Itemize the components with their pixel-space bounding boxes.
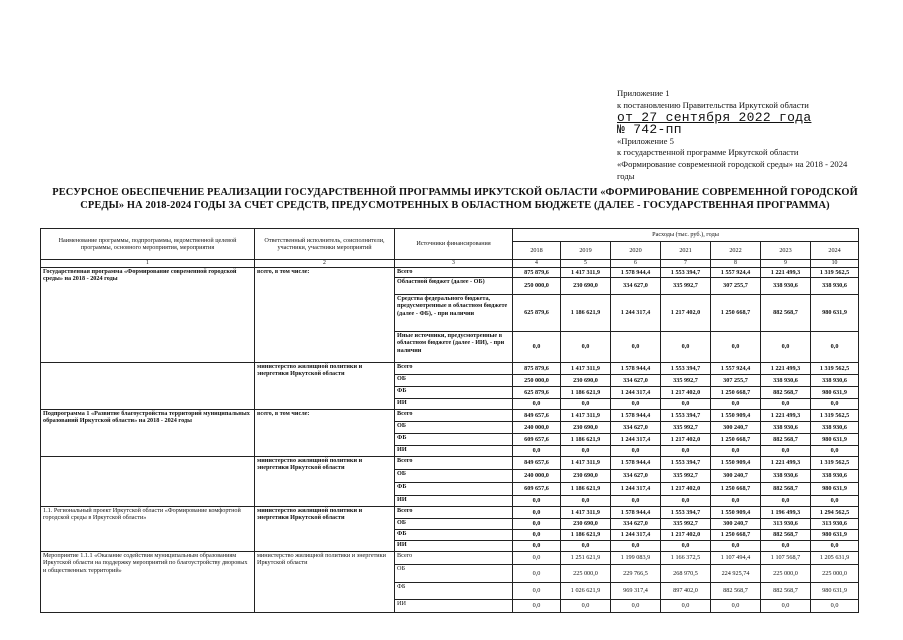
- value-cell: 980 631,9: [811, 434, 859, 446]
- value-cell: 1 251 621,9: [561, 552, 611, 565]
- value-cell: 1 186 621,9: [561, 530, 611, 541]
- value-cell: 1 244 317,4: [611, 483, 661, 496]
- value-cell: 0,0: [811, 541, 859, 552]
- row-source: Областной бюджет (далее - ОБ): [395, 278, 513, 295]
- value-cell: 0,0: [761, 446, 811, 457]
- appendix-line: Приложение 1: [617, 88, 670, 98]
- value-cell: 1 319 562,5: [811, 457, 859, 470]
- table-row: [41, 457, 859, 470]
- value-cell: 0,0: [561, 496, 611, 507]
- value-cell: 0,0: [513, 530, 561, 541]
- value-cell: 334 627,0: [611, 519, 661, 530]
- value-cell: 849 657,6: [513, 410, 561, 422]
- value-cell: 1 244 317,4: [611, 530, 661, 541]
- value-cell: 225 000,0: [761, 565, 811, 583]
- value-cell: 1 553 394,7: [661, 410, 711, 422]
- value-cell: 0,0: [561, 399, 611, 410]
- value-cell: 1 319 562,5: [811, 363, 859, 375]
- value-cell: 1 199 083,9: [611, 552, 661, 565]
- value-cell: 897 402,0: [661, 583, 711, 600]
- row-source: ФБ: [395, 387, 513, 399]
- row-source: ОБ: [395, 519, 513, 530]
- value-cell: 882 568,7: [761, 583, 811, 600]
- row-source: Всего: [395, 268, 513, 278]
- value-cell: 250 000,0: [513, 375, 561, 387]
- value-cell: 1 221 499,3: [761, 457, 811, 470]
- value-cell: 225 000,0: [561, 565, 611, 583]
- row-source: ОБ: [395, 375, 513, 387]
- value-cell: 0,0: [661, 496, 711, 507]
- row-source: ИИ: [395, 446, 513, 457]
- value-cell: 300 240,7: [711, 422, 761, 434]
- column-number: 6: [611, 260, 661, 268]
- table-row: [41, 410, 859, 422]
- value-cell: 1 250 668,7: [711, 295, 761, 332]
- row-executor: министерство жилищной политики и энергетики Иркутской области: [255, 457, 395, 507]
- value-cell: 0,0: [513, 496, 561, 507]
- header-year: 2024: [811, 242, 859, 260]
- value-cell: 0,0: [761, 600, 811, 613]
- value-cell: 0,0: [711, 399, 761, 410]
- value-cell: 849 657,6: [513, 457, 561, 470]
- value-cell: 338 930,6: [761, 470, 811, 483]
- value-cell: 338 930,6: [811, 422, 859, 434]
- row-source: ОБ: [395, 422, 513, 434]
- value-cell: 1 244 317,4: [611, 434, 661, 446]
- value-cell: 335 992,7: [661, 470, 711, 483]
- row-source: ИИ: [395, 541, 513, 552]
- value-cell: 1 557 924,4: [711, 363, 761, 375]
- row-source: Средства федерального бюджета, предусмотренные в областном бюджете (далее - ФБ), - при наличии: [395, 295, 513, 332]
- value-cell: 230 690,0: [561, 375, 611, 387]
- value-cell: 1 186 621,9: [561, 483, 611, 496]
- row-source: Всего: [395, 363, 513, 375]
- value-cell: 1 417 311,9: [561, 410, 611, 422]
- column-number: 10: [811, 260, 859, 268]
- value-cell: 625 879,6: [513, 387, 561, 399]
- appendix-line: к государственной программе Иркутской области: [617, 147, 799, 158]
- value-cell: 1 557 924,4: [711, 268, 761, 278]
- row-source: Иные источники, предусмотренные в областном бюджете (далее - ИИ), - при наличии: [395, 332, 513, 363]
- value-cell: 0,0: [561, 446, 611, 457]
- header-year: 2023: [761, 242, 811, 260]
- value-cell: 0,0: [611, 446, 661, 457]
- appendix-line: к постановлению Правительства Иркутской области: [617, 99, 809, 110]
- value-cell: 307 255,7: [711, 375, 761, 387]
- appendix-line: «Формирование современной городской среды» на 2018 - 2024: [617, 159, 848, 170]
- header-year: 2020: [611, 242, 661, 260]
- value-cell: 0,0: [561, 541, 611, 552]
- value-cell: 335 992,7: [661, 422, 711, 434]
- value-cell: 1 217 402,0: [661, 530, 711, 541]
- value-cell: 1 578 944,4: [611, 410, 661, 422]
- value-cell: 1 417 311,9: [561, 507, 611, 519]
- column-number: 2: [255, 260, 395, 268]
- value-cell: 0,0: [811, 332, 859, 363]
- value-cell: 0,0: [513, 600, 561, 613]
- header-year: 2021: [661, 242, 711, 260]
- value-cell: 1 553 394,7: [661, 457, 711, 470]
- row-source: ОБ: [395, 565, 513, 583]
- header-executor: Ответственный исполнитель, соисполнители, участники, участники мероприятий: [255, 229, 395, 260]
- value-cell: 0,0: [811, 399, 859, 410]
- value-cell: 250 000,0: [513, 278, 561, 295]
- value-cell: 0,0: [711, 496, 761, 507]
- resolution-date: от 27 сентября 2022 года: [617, 109, 812, 125]
- value-cell: 1 250 668,7: [711, 434, 761, 446]
- row-executor: всего, в том числе:: [255, 268, 395, 363]
- value-cell: 0,0: [661, 332, 711, 363]
- value-cell: 0,0: [761, 541, 811, 552]
- value-cell: 980 631,9: [811, 387, 859, 399]
- value-cell: 980 631,9: [811, 483, 859, 496]
- value-cell: 882 568,7: [761, 295, 811, 332]
- value-cell: 1 107 568,7: [761, 552, 811, 565]
- value-cell: 0,0: [661, 541, 711, 552]
- value-cell: 1 250 668,7: [711, 387, 761, 399]
- value-cell: 1 186 621,9: [561, 295, 611, 332]
- value-cell: 0,0: [611, 496, 661, 507]
- value-cell: 334 627,0: [611, 470, 661, 483]
- value-cell: 882 568,7: [761, 387, 811, 399]
- table-row: [41, 268, 859, 278]
- value-cell: 1 553 394,7: [661, 363, 711, 375]
- row-executor: министерство жилищной политики и энергетики Иркутской области: [255, 507, 395, 552]
- row-label: 1.1. Региональный проект Иркутской области «Формирование комфортной городской среды в Иркутской области»: [41, 507, 255, 552]
- value-cell: 0,0: [513, 332, 561, 363]
- value-cell: 334 627,0: [611, 375, 661, 387]
- row-label: Подпрограмма 1 «Развитие благоустройства территорий муниципальных образований Иркутской области» на 2018 - 2024 годы: [41, 410, 255, 457]
- value-cell: 0,0: [611, 332, 661, 363]
- value-cell: 1 217 402,0: [661, 387, 711, 399]
- value-cell: 1 578 944,4: [611, 507, 661, 519]
- appendix-line: «Приложение 5: [617, 135, 674, 146]
- row-source: ФБ: [395, 434, 513, 446]
- value-cell: 0,0: [761, 399, 811, 410]
- document-title: РЕСУРСНОЕ ОБЕСПЕЧЕНИЕ РЕАЛИЗАЦИИ ГОСУДАРСТВЕННОЙ ПРОГРАММЫ ИРКУТСКОЙ ОБЛАСТИ «ФОРМИРОВАНИЕ СОВРЕМЕННОЙ ГОРОДСКОЙ СРЕДЫ» НА 2018-2024 ГОДЫ ЗА СЧЕТ СРЕДСТВ, ПРЕДУСМОТРЕННЫХ В ОБЛАСТНОМ БЮДЖЕТЕ (ДАЛЕЕ - ГОСУДАРСТВЕННАЯ ПРОГРАММА): [52, 187, 858, 211]
- value-cell: 1 186 621,9: [561, 387, 611, 399]
- value-cell: 307 255,7: [711, 278, 761, 295]
- value-cell: 875 879,6: [513, 268, 561, 278]
- value-cell: 0,0: [711, 446, 761, 457]
- value-cell: 313 930,6: [811, 519, 859, 530]
- value-cell: 1 578 944,4: [611, 363, 661, 375]
- header-year: 2018: [513, 242, 561, 260]
- value-cell: 0,0: [513, 583, 561, 600]
- value-cell: 338 930,6: [811, 278, 859, 295]
- value-cell: 224 925,74: [711, 565, 761, 583]
- row-label: Мероприятие 1.1.1 «Оказание содействия муниципальным образованиям Иркутской области на поддержку мероприятий по благоустройству дворовых и общественных территорий»: [41, 552, 255, 613]
- table-body: [41, 268, 859, 613]
- column-number: 9: [761, 260, 811, 268]
- value-cell: 969 317,4: [611, 583, 661, 600]
- value-cell: 0,0: [513, 519, 561, 530]
- value-cell: 0,0: [661, 446, 711, 457]
- value-cell: 230 690,0: [561, 422, 611, 434]
- value-cell: 230 690,0: [561, 519, 611, 530]
- value-cell: 882 568,7: [761, 530, 811, 541]
- row-source: ФБ: [395, 530, 513, 541]
- value-cell: 0,0: [811, 446, 859, 457]
- column-number: 8: [711, 260, 761, 268]
- table-row: [41, 552, 859, 565]
- value-cell: 882 568,7: [761, 434, 811, 446]
- row-executor: министерство жилищной политики и энергетики Иркутской области: [255, 552, 395, 613]
- value-cell: 335 992,7: [661, 375, 711, 387]
- value-cell: 1 578 944,4: [611, 457, 661, 470]
- header-year: 2019: [561, 242, 611, 260]
- value-cell: 980 631,9: [811, 295, 859, 332]
- value-cell: 0,0: [513, 565, 561, 583]
- column-number: 4: [513, 260, 561, 268]
- row-source: Всего: [395, 410, 513, 422]
- value-cell: 1 553 394,7: [661, 507, 711, 519]
- value-cell: 335 992,7: [661, 519, 711, 530]
- value-cell: 625 879,6: [513, 295, 561, 332]
- value-cell: 335 992,7: [661, 278, 711, 295]
- value-cell: 240 000,0: [513, 422, 561, 434]
- value-cell: 300 240,7: [711, 470, 761, 483]
- row-source: Всего: [395, 507, 513, 519]
- value-cell: 0,0: [561, 600, 611, 613]
- value-cell: 1 244 317,4: [611, 295, 661, 332]
- value-cell: 0,0: [761, 332, 811, 363]
- value-cell: 1 217 402,0: [661, 483, 711, 496]
- column-number: 7: [661, 260, 711, 268]
- row-executor: министерство жилищной политики и энергетики Иркутской области: [255, 363, 395, 410]
- value-cell: 1 250 668,7: [711, 483, 761, 496]
- value-cell: 0,0: [661, 399, 711, 410]
- value-cell: 980 631,9: [811, 530, 859, 541]
- row-source: ФБ: [395, 483, 513, 496]
- value-cell: 0,0: [513, 552, 561, 565]
- value-cell: 0,0: [811, 600, 859, 613]
- value-cell: 1 417 311,9: [561, 363, 611, 375]
- value-cell: 1 250 668,7: [711, 530, 761, 541]
- value-cell: 1 107 494,4: [711, 552, 761, 565]
- value-cell: 0,0: [513, 507, 561, 519]
- value-cell: 0,0: [611, 399, 661, 410]
- value-cell: 980 631,9: [811, 583, 859, 600]
- value-cell: 1 186 621,9: [561, 434, 611, 446]
- value-cell: 225 000,0: [811, 565, 859, 583]
- value-cell: 1 319 562,5: [811, 268, 859, 278]
- value-cell: 1 026 621,9: [561, 583, 611, 600]
- column-number: 3: [395, 260, 513, 268]
- value-cell: 0,0: [661, 600, 711, 613]
- column-number: 5: [561, 260, 611, 268]
- value-cell: 1 578 944,4: [611, 268, 661, 278]
- value-cell: 1 550 909,4: [711, 507, 761, 519]
- value-cell: 338 930,6: [811, 470, 859, 483]
- value-cell: 1 550 909,4: [711, 410, 761, 422]
- value-cell: 229 766,5: [611, 565, 661, 583]
- value-cell: 0,0: [561, 332, 611, 363]
- value-cell: 882 568,7: [711, 583, 761, 600]
- value-cell: 609 657,6: [513, 483, 561, 496]
- value-cell: 0,0: [513, 399, 561, 410]
- value-cell: 0,0: [513, 541, 561, 552]
- value-cell: 268 970,5: [661, 565, 711, 583]
- row-label: [41, 363, 255, 410]
- table-row: [41, 363, 859, 375]
- row-source: ИИ: [395, 600, 513, 613]
- header-year: 2022: [711, 242, 761, 260]
- value-cell: 1 221 499,3: [761, 410, 811, 422]
- value-cell: 1 166 372,5: [661, 552, 711, 565]
- value-cell: 609 657,6: [513, 434, 561, 446]
- value-cell: 0,0: [611, 600, 661, 613]
- value-cell: 1 196 499,3: [761, 507, 811, 519]
- value-cell: 0,0: [811, 496, 859, 507]
- value-cell: 0,0: [761, 496, 811, 507]
- value-cell: 338 930,6: [761, 422, 811, 434]
- row-source: Всего: [395, 552, 513, 565]
- value-cell: 0,0: [711, 600, 761, 613]
- value-cell: 1 221 499,3: [761, 268, 811, 278]
- value-cell: 240 000,0: [513, 470, 561, 483]
- value-cell: 1 550 909,4: [711, 457, 761, 470]
- value-cell: 334 627,0: [611, 422, 661, 434]
- value-cell: 1 217 402,0: [661, 295, 711, 332]
- value-cell: 1 319 562,5: [811, 410, 859, 422]
- value-cell: 0,0: [711, 541, 761, 552]
- appendix-line: годы: [617, 170, 635, 181]
- row-label: [41, 457, 255, 507]
- value-cell: 230 690,0: [561, 470, 611, 483]
- value-cell: 0,0: [513, 446, 561, 457]
- row-source: ИИ: [395, 496, 513, 507]
- value-cell: 300 240,7: [711, 519, 761, 530]
- value-cell: 1 244 317,4: [611, 387, 661, 399]
- row-source: ФБ: [395, 583, 513, 600]
- value-cell: 0,0: [711, 332, 761, 363]
- value-cell: 338 930,6: [811, 375, 859, 387]
- value-cell: 313 930,6: [761, 519, 811, 530]
- value-cell: 875 879,6: [513, 363, 561, 375]
- row-source: Всего: [395, 457, 513, 470]
- value-cell: 334 627,0: [611, 278, 661, 295]
- header-expenses: Расходы (тыс. руб.), годы: [513, 229, 859, 242]
- value-cell: 338 930,6: [761, 278, 811, 295]
- resource-table: [40, 228, 859, 613]
- value-cell: 1 417 311,9: [561, 457, 611, 470]
- row-label: Государственная программа «Формирование современной городской среды» на 2018 - 2024 годы: [41, 268, 255, 363]
- value-cell: 1 417 311,9: [561, 268, 611, 278]
- value-cell: 338 930,6: [761, 375, 811, 387]
- header-name: Наименование программы, подпрограммы, ведомственной целевой программы, основного мероприятия, мероприятия: [41, 229, 255, 260]
- header-source: Источники финансирования: [395, 229, 513, 260]
- value-cell: 1 553 394,7: [661, 268, 711, 278]
- value-cell: 1 217 402,0: [661, 434, 711, 446]
- column-number: 1: [41, 260, 255, 268]
- value-cell: 0,0: [611, 541, 661, 552]
- row-source: ИИ: [395, 399, 513, 410]
- value-cell: 1 221 499,3: [761, 363, 811, 375]
- value-cell: 1 294 562,5: [811, 507, 859, 519]
- value-cell: 1 205 631,9: [811, 552, 859, 565]
- resolution-number: № 742-пп: [617, 121, 682, 137]
- value-cell: 230 690,0: [561, 278, 611, 295]
- row-source: ОБ: [395, 470, 513, 483]
- value-cell: 882 568,7: [761, 483, 811, 496]
- table-row: [41, 507, 859, 519]
- appendix-block: [617, 88, 897, 183]
- row-executor: всего, в том числе:: [255, 410, 395, 457]
